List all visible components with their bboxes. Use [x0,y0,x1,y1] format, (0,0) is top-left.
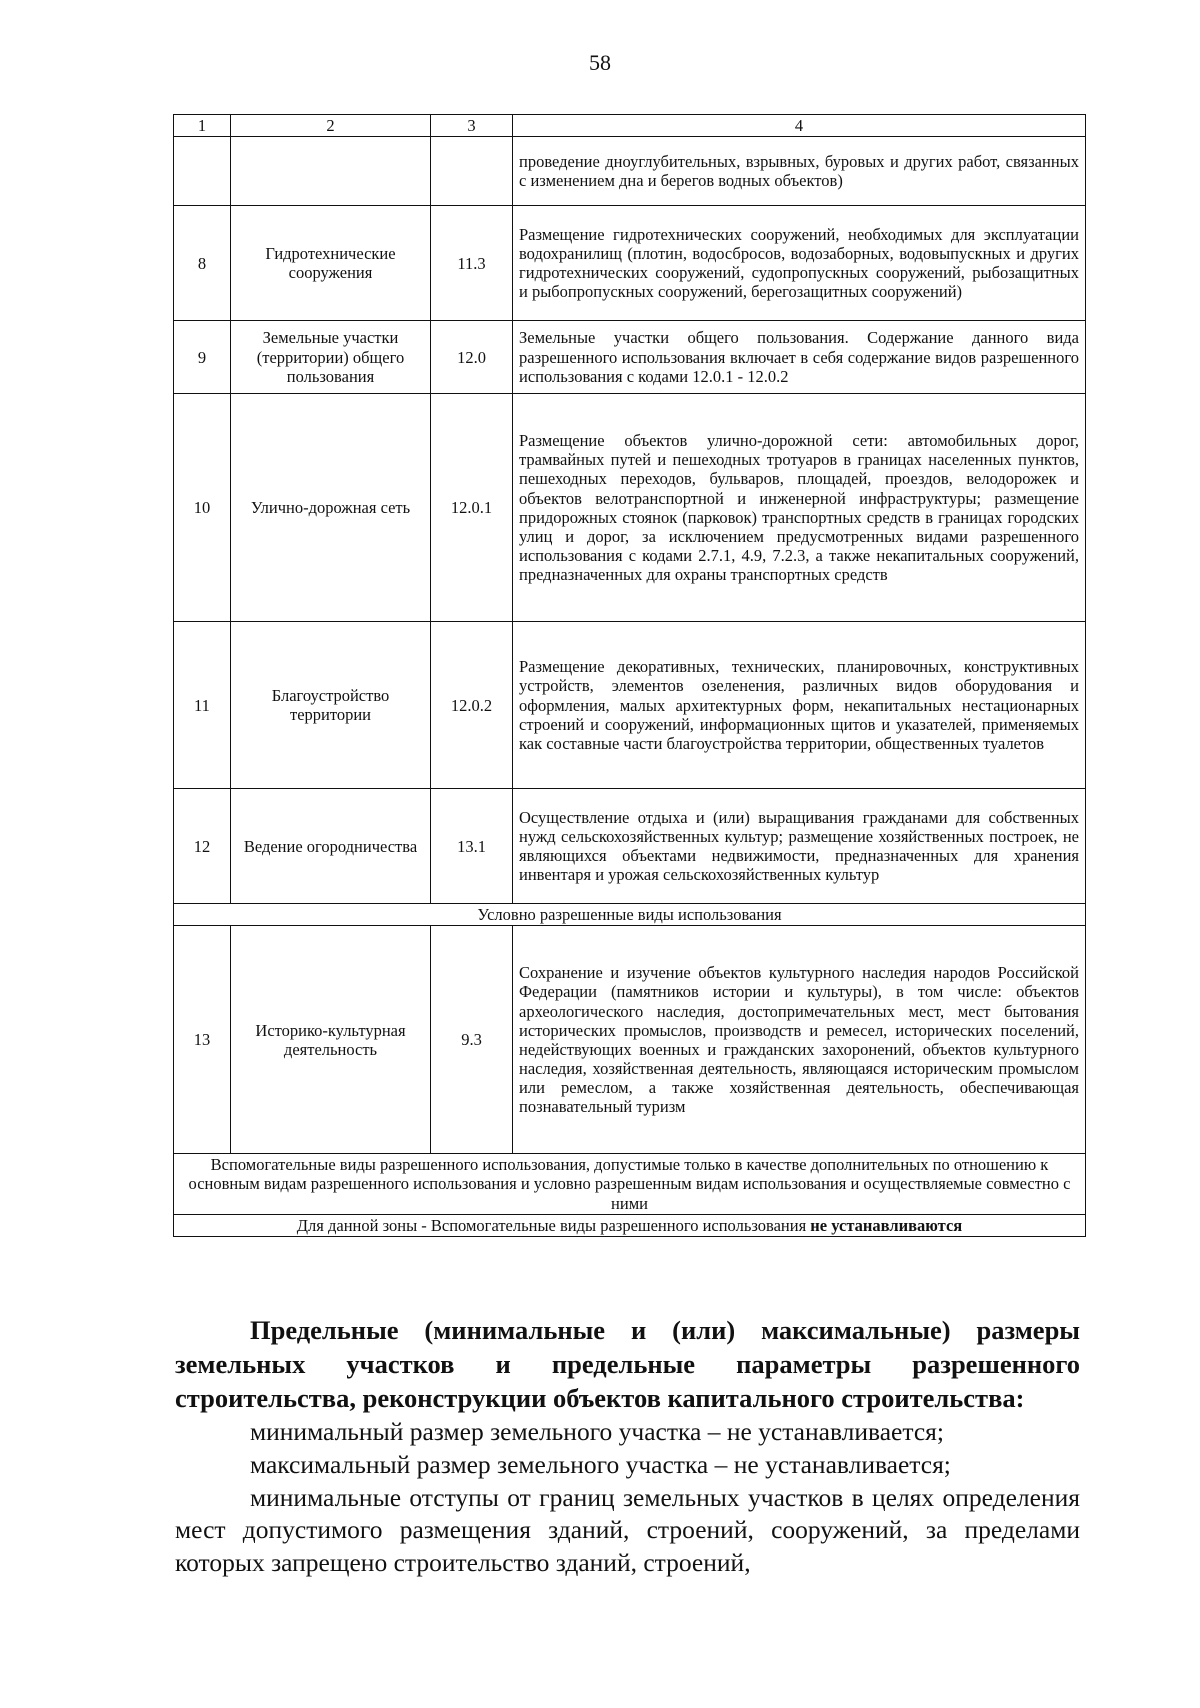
empty-cell [174,137,231,206]
row-number: 13 [174,926,231,1154]
land-use-table [173,114,1086,1237]
paragraph: минимальные отступы от границ земельных участков в целях определения мест допустимого размещения зданий, строений, сооружений, за пределами которых запрещено строительство зданий, строений, [175,1482,1080,1578]
auxiliary-note-text: Для данной зоны - Вспомогательные виды разрешенного использования [296,1215,807,1235]
auxiliary-uses-note-row [174,1214,1086,1236]
conditional-uses-heading: Условно разрешенные виды использования [174,904,1086,926]
row-description: Осуществление отдыха и (или) выращивания гражданами для собственных нужд сельскохозяйственных культур; размещение хозяйственных построек, не являющихся объектами недвижимости, предназначенных для хранения инвентаря и урожая сельскохозяйственных культур [513,789,1086,904]
row-name: Благоустройство территории [231,622,431,789]
paragraph: минимальный размер земельного участка – не устанавливается; [250,1416,944,1446]
row-name: Улично-дорожная сеть [231,394,431,622]
row-name: Ведение огородничества [231,789,431,904]
table-row [174,622,1086,789]
row-description: проведение дноуглубительных, взрывных, буровых и других работ, связанных с изменением дна и берегов водных объектов) [513,137,1086,206]
row-code: 12.0.2 [431,622,513,789]
row-description: Размещение декоративных, технических, планировочных, конструктивных устройств, элементов озеленения, различных видов оборудования и оформления, малых архитектурных форм, некапитальных нестационарных строений и сооружений, информационных щитов и указателей, применяемых как составные части благоустройства территории, общественных туалетов [513,622,1086,789]
row-name: Земельные участки (территории) общего пользования [231,321,431,394]
row-name: Гидротехнические сооружения [231,206,431,321]
table-row [174,394,1086,622]
row-code: 11.3 [431,206,513,321]
row-description: Размещение гидротехнических сооружений, необходимых для эксплуатации водохранилищ (плотин, водосбросов, водозаборных, водовыпускных и других гидротехнических сооружений, судопропускных сооружений, рыбозащитных и рыбопропускных сооружений, берегозащитных сооружений) [513,206,1086,321]
conditional-uses-heading-row [174,904,1086,926]
row-number: 9 [174,321,231,394]
row-code: 9.3 [431,926,513,1154]
parameters-section [175,1314,1080,1580]
row-number: 12 [174,789,231,904]
row-number: 10 [174,394,231,622]
table-row [174,321,1086,394]
row-description: Сохранение и изучение объектов культурного наследия народов Российской Федерации (памятников истории и культуры), в том числе: объектов археологического наследия, достопримечательных мест, мест бытования исторических промыслов, производств и ремесел, исторических поселений, недействующих военных и гражданских захоронений, объектов культурного наследия, хозяйственная деятельность, являющаяся историческим промыслом или ремеслом, а также хозяйственная деятельность, обеспечивающая познавательный туризм [513,926,1086,1154]
row-description: Размещение объектов улично-дорожной сети: автомобильных дорог, трамвайных путей и пешеходных тротуаров в границах населенных пунктов, пешеходных переходов, бульваров, площадей, проездов, велодорожек и объектов велотранспортной и инженерной инфраструктуры; размещение придорожных стоянок (парковок) транспортных средств в границах городских улиц и дорог, за исключением предусмотренных видами разрешенного использования с кодами 2.7.1, 4.9, 7.2.3, а также некапитальных сооружений, предназначенных для охраны транспортных средств [513,394,1086,622]
header-col-1: 1 [174,115,231,137]
row-name: Историко-культурная деятельность [231,926,431,1154]
row-number: 11 [174,622,231,789]
row-code: 12.0 [431,321,513,394]
auxiliary-uses-note [174,1214,1086,1236]
header-col-3: 3 [431,115,513,137]
table-row [174,206,1086,321]
empty-cell [231,137,431,206]
header-col-4: 4 [513,115,1086,137]
table-row [174,789,1086,904]
row-number: 8 [174,206,231,321]
row-code: 12.0.1 [431,394,513,622]
table-header-row [174,115,1086,137]
auxiliary-uses-heading: Вспомогательные виды разрешенного использования, допустимые только в качестве дополнительных по отношению к основным видам разрешенного использования и условно разрешенным видам использования и осуществляемые совместно с ними [174,1154,1086,1214]
header-col-2: 2 [231,115,431,137]
row-code: 13.1 [431,789,513,904]
page-number: 58 [589,50,611,75]
row-description: Земельные участки общего пользования. Содержание данного вида разрешенного использования включает в себя содержание видов разрешенного использования с кодами 12.0.1 - 12.0.2 [513,321,1086,394]
auxiliary-note-bold: не устанавливаются [810,1215,963,1235]
paragraph: максимальный размер земельного участка – не устанавливается; [250,1449,951,1479]
empty-cell [431,137,513,206]
table-row [174,926,1086,1154]
section-heading: Предельные (минимальные и (или) максимальные) размеры земельных участков и предельные параметры разрешенного строительства, реконструкции объектов капитального строительства: [175,1315,1080,1413]
table-row-continuation [174,137,1086,206]
auxiliary-uses-heading-row [174,1154,1086,1214]
